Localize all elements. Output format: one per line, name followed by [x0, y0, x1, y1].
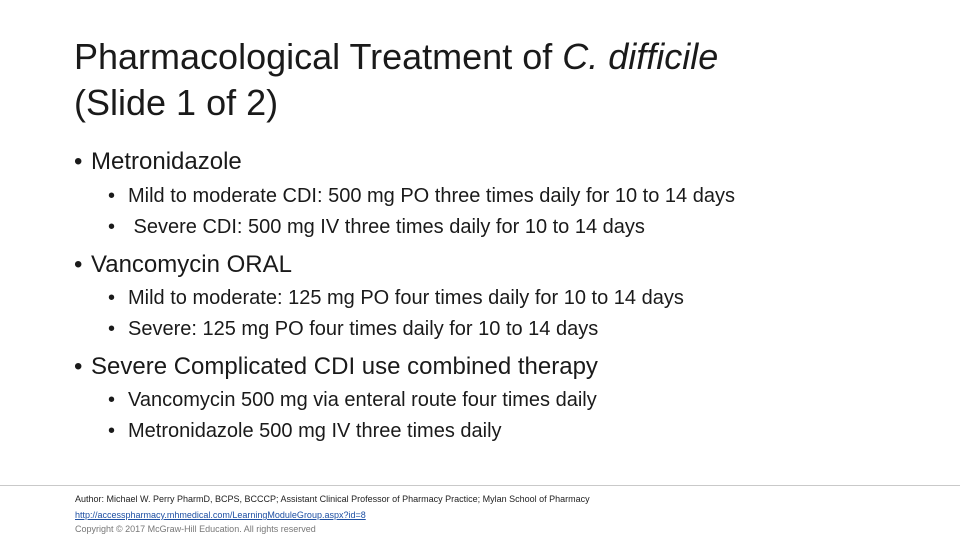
sub-bullet-text: Mild to moderate CDI: 500 mg PO three times daily for 10 to 14 days — [128, 185, 735, 207]
bullet-dot: • — [74, 353, 83, 380]
sub-bullet-text: Mild to moderate: 125 mg PO four times daily for 10 to 14 days — [128, 287, 684, 309]
sub-bullet-text: Severe: 125 mg PO four times daily for 10 to 14 days — [128, 318, 599, 340]
bullet-dot: • — [108, 420, 116, 442]
sub-bullet-text: Vancomycin 500 mg via enteral route four times daily — [128, 389, 597, 411]
sub-bullet-metronidazole-mild — [108, 184, 735, 208]
title-prefix: Pharmacological Treatment of — [74, 36, 563, 77]
bullet-heading: Vancomycin ORAL — [91, 251, 292, 278]
bullet-metronidazole — [74, 148, 242, 176]
bullet-vancomycin-oral — [74, 251, 292, 279]
bullet-dot: • — [108, 389, 116, 411]
sub-bullet-vancomycin-mild — [108, 286, 684, 310]
sub-bullet-text: Metronidazole 500 mg IV three times daily — [128, 420, 502, 442]
bullet-dot: • — [108, 216, 116, 238]
sub-bullet-combined-vancomycin — [108, 388, 597, 412]
sub-bullet-metronidazole-severe — [108, 215, 645, 239]
sub-bullet-text: Severe CDI: 500 mg IV three times daily for 10 to 14 days — [128, 216, 645, 238]
footer-author: Author: Michael W. Perry PharmD, BCPS, BCCCP; Assistant Clinical Professor of Pharmacy Practice; Mylan School of Pharmacy — [75, 494, 590, 504]
footer-copyright: Copyright © 2017 McGraw-Hill Education. All rights reserved — [75, 524, 316, 534]
bullet-heading: Severe Complicated CDI use combined therapy — [91, 353, 598, 380]
bullet-dot: • — [108, 318, 116, 340]
bullet-heading: Metronidazole — [91, 148, 242, 175]
bullet-dot: • — [108, 287, 116, 309]
bullet-dot: • — [108, 185, 116, 207]
bullet-severe-complicated — [74, 353, 598, 381]
sub-bullet-vancomycin-severe — [108, 317, 598, 341]
bullet-dot: • — [74, 148, 83, 175]
title-subtitle: (Slide 1 of 2) — [74, 82, 279, 123]
footer-divider — [0, 485, 960, 486]
sub-bullet-combined-metronidazole — [108, 419, 502, 443]
bullet-dot: • — [74, 251, 83, 278]
footer-link[interactable]: http://accesspharmacy.mhmedical.com/LearningModuleGroup.aspx?id=8 — [75, 510, 366, 520]
title-organism: C. difficile — [562, 36, 719, 77]
